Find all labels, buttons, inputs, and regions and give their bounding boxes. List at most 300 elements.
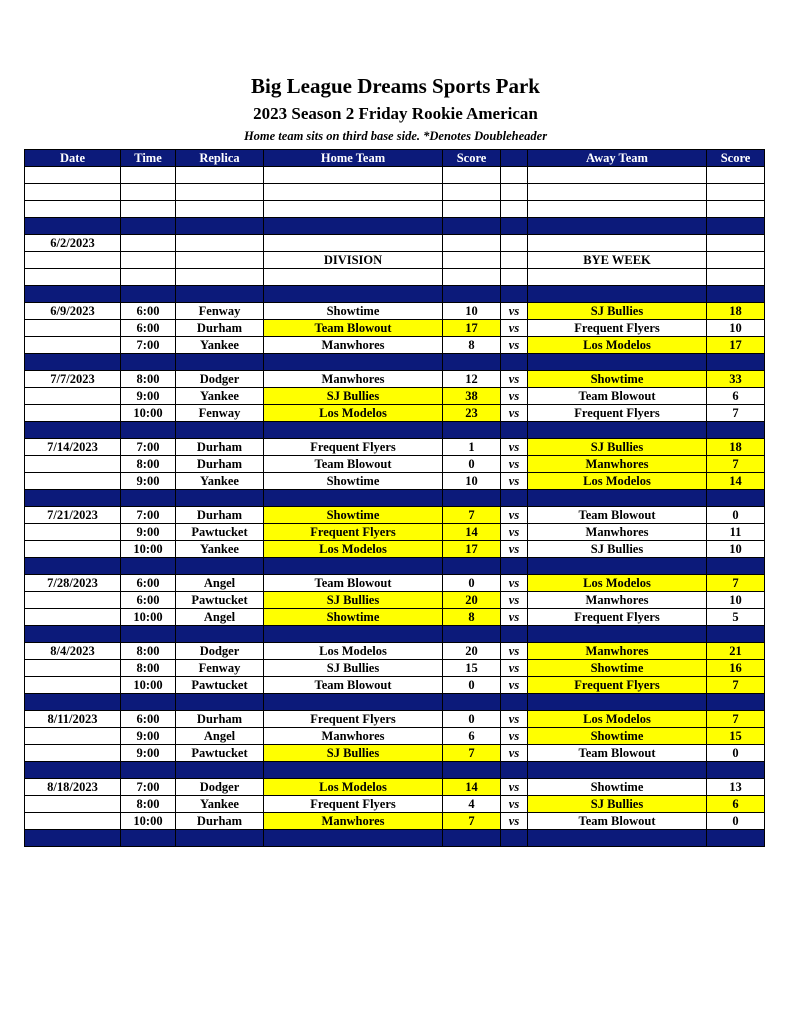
separator-row [25,626,765,643]
cell-home-score: 14 [443,779,501,796]
column-header-away-team: Away Team [528,150,707,167]
cell-away-team: Frequent Flyers [528,405,707,422]
cell-away-score: 15 [707,728,765,745]
cell-date [25,745,121,762]
cell-home-team: SJ Bullies [264,745,443,762]
cell-time [121,830,176,847]
cell-replica [176,286,264,303]
cell-away-team [528,626,707,643]
separator-row [25,830,765,847]
cell-home-score [443,184,501,201]
cell-vs [501,422,528,439]
cell-home-team: Team Blowout [264,575,443,592]
cell-vs: vs [501,541,528,558]
cell-time: 6:00 [121,575,176,592]
cell-away-score [707,694,765,711]
cell-date [25,473,121,490]
cell-home-score [443,830,501,847]
cell-replica: Durham [176,439,264,456]
cell-vs [501,558,528,575]
cell-time [121,167,176,184]
cell-date [25,728,121,745]
game-row [25,303,765,320]
cell-home-score: 17 [443,320,501,337]
cell-away-score [707,184,765,201]
cell-vs: vs [501,439,528,456]
cell-home-score: 17 [443,541,501,558]
cell-replica [176,830,264,847]
info-row [25,252,765,269]
cell-time [121,354,176,371]
cell-away-score: 10 [707,320,765,337]
cell-time: 7:00 [121,337,176,354]
cell-away-score: 6 [707,796,765,813]
cell-replica [176,269,264,286]
cell-away-team [528,167,707,184]
cell-away-team: Showtime [528,728,707,745]
game-row [25,643,765,660]
game-row [25,745,765,762]
cell-away-score [707,490,765,507]
page-note: Home team sits on third base side. *Denotes Doubleheader [243,129,548,143]
cell-away-score: 7 [707,456,765,473]
cell-away-team: Los Modelos [528,473,707,490]
blank-row [25,269,765,286]
cell-away-score: 16 [707,660,765,677]
cell-replica: Angel [176,609,264,626]
cell-vs: vs [501,728,528,745]
cell-home-team [264,762,443,779]
game-row [25,779,765,796]
cell-time: 9:00 [121,524,176,541]
cell-date [25,626,121,643]
cell-vs: vs [501,677,528,694]
cell-home-score [443,286,501,303]
cell-away-score [707,286,765,303]
cell-date [25,524,121,541]
cell-vs: vs [501,303,528,320]
cell-home-score: 20 [443,592,501,609]
cell-home-score: 8 [443,609,501,626]
cell-date [25,694,121,711]
cell-time [121,184,176,201]
cell-away-team: Manwhores [528,524,707,541]
cell-time: 9:00 [121,728,176,745]
cell-date: 7/28/2023 [25,575,121,592]
cell-date [25,796,121,813]
page-subtitle: 2023 Season 2 Friday Rookie American [253,104,538,123]
cell-replica: Pawtucket [176,677,264,694]
cell-time [121,490,176,507]
cell-vs: vs [501,660,528,677]
cell-away-team [528,490,707,507]
cell-away-score: 7 [707,575,765,592]
cell-away-score: 13 [707,779,765,796]
cell-home-team: SJ Bullies [264,388,443,405]
cell-replica: Angel [176,728,264,745]
cell-away-score [707,201,765,218]
game-row [25,728,765,745]
cell-replica: Dodger [176,779,264,796]
cell-vs: vs [501,524,528,541]
cell-home-team [264,490,443,507]
cell-replica: Durham [176,320,264,337]
cell-home-score: 0 [443,575,501,592]
cell-vs [501,830,528,847]
cell-vs: vs [501,320,528,337]
cell-home-team: Manwhores [264,371,443,388]
cell-time: 10:00 [121,541,176,558]
cell-vs [501,762,528,779]
game-row [25,337,765,354]
cell-vs: vs [501,711,528,728]
cell-home-score: 1 [443,439,501,456]
cell-replica [176,762,264,779]
game-row [25,456,765,473]
cell-replica [176,167,264,184]
game-row [25,439,765,456]
cell-replica: Durham [176,456,264,473]
cell-home-score [443,201,501,218]
cell-replica: Pawtucket [176,745,264,762]
cell-date [25,490,121,507]
cell-replica: Durham [176,813,264,830]
cell-replica: Dodger [176,643,264,660]
cell-away-score [707,422,765,439]
cell-away-team: Los Modelos [528,575,707,592]
cell-date [25,167,121,184]
cell-replica [176,558,264,575]
cell-away-team [528,694,707,711]
cell-away-team: Showtime [528,660,707,677]
cell-time: 8:00 [121,456,176,473]
cell-date [25,660,121,677]
cell-replica: Yankee [176,388,264,405]
cell-home-score: 14 [443,524,501,541]
cell-home-score [443,354,501,371]
cell-home-team [264,286,443,303]
cell-vs: vs [501,745,528,762]
cell-vs [501,354,528,371]
cell-home-team: DIVISION [264,252,443,269]
cell-home-score: 4 [443,796,501,813]
cell-home-score: 12 [443,371,501,388]
cell-vs [501,252,528,269]
cell-time: 10:00 [121,677,176,694]
game-row [25,575,765,592]
cell-home-team [264,626,443,643]
cell-date [25,320,121,337]
cell-away-score: 14 [707,473,765,490]
cell-home-team: Los Modelos [264,541,443,558]
blank-row [25,184,765,201]
cell-date [25,592,121,609]
cell-replica [176,252,264,269]
cell-home-team: Los Modelos [264,405,443,422]
cell-home-team [264,269,443,286]
cell-date: 7/7/2023 [25,371,121,388]
cell-date [25,541,121,558]
cell-replica [176,490,264,507]
cell-away-team: Showtime [528,779,707,796]
game-row [25,524,765,541]
cell-home-team: Frequent Flyers [264,439,443,456]
cell-away-score [707,830,765,847]
schedule-table [24,149,765,847]
cell-home-team: Los Modelos [264,643,443,660]
cell-home-score [443,252,501,269]
blank-row [25,167,765,184]
cell-home-score: 15 [443,660,501,677]
cell-home-team [264,694,443,711]
cell-away-team [528,762,707,779]
separator-row [25,694,765,711]
separator-row [25,422,765,439]
game-row [25,507,765,524]
cell-date [25,218,121,235]
cell-time: 8:00 [121,643,176,660]
cell-time [121,694,176,711]
column-header-replica: Replica [176,150,264,167]
cell-time: 6:00 [121,711,176,728]
cell-date [25,456,121,473]
cell-home-team: Showtime [264,507,443,524]
cell-away-score [707,269,765,286]
cell-home-team [264,354,443,371]
cell-away-score [707,626,765,643]
cell-date [25,609,121,626]
cell-away-score [707,218,765,235]
cell-vs [501,167,528,184]
cell-home-team: Frequent Flyers [264,711,443,728]
cell-date [25,762,121,779]
cell-home-score: 0 [443,456,501,473]
cell-home-team: Los Modelos [264,779,443,796]
cell-time: 8:00 [121,660,176,677]
cell-home-score [443,762,501,779]
cell-away-score [707,354,765,371]
cell-time: 6:00 [121,320,176,337]
cell-vs: vs [501,643,528,660]
cell-home-team: Showtime [264,303,443,320]
cell-away-team: Frequent Flyers [528,320,707,337]
cell-away-team: Manwhores [528,456,707,473]
separator-row [25,286,765,303]
cell-home-score [443,694,501,711]
cell-home-team [264,558,443,575]
cell-vs: vs [501,473,528,490]
cell-date [25,405,121,422]
game-row [25,592,765,609]
cell-away-team [528,184,707,201]
cell-replica: Fenway [176,660,264,677]
cell-home-score [443,218,501,235]
cell-date [25,388,121,405]
cell-vs [501,286,528,303]
info-row [25,235,765,252]
cell-away-team: SJ Bullies [528,541,707,558]
cell-vs: vs [501,405,528,422]
cell-away-team [528,235,707,252]
separator-row [25,218,765,235]
cell-vs [501,626,528,643]
cell-time [121,626,176,643]
cell-replica: Yankee [176,337,264,354]
cell-away-score: 0 [707,507,765,524]
cell-home-score: 8 [443,337,501,354]
cell-replica [176,184,264,201]
column-header-time: Time [121,150,176,167]
cell-away-team [528,354,707,371]
column-header-home-score: Score [443,150,501,167]
game-row [25,320,765,337]
cell-time: 10:00 [121,813,176,830]
cell-vs: vs [501,592,528,609]
blank-row [25,201,765,218]
cell-home-score: 0 [443,677,501,694]
cell-home-score [443,167,501,184]
cell-away-team [528,218,707,235]
cell-date [25,184,121,201]
cell-replica [176,354,264,371]
cell-vs: vs [501,456,528,473]
cell-replica: Durham [176,711,264,728]
cell-replica: Durham [176,507,264,524]
cell-date: 6/2/2023 [25,235,121,252]
cell-away-score: 10 [707,541,765,558]
cell-home-team: Team Blowout [264,320,443,337]
cell-home-score: 23 [443,405,501,422]
cell-home-team: SJ Bullies [264,660,443,677]
cell-date: 7/14/2023 [25,439,121,456]
cell-away-team: Frequent Flyers [528,677,707,694]
column-header-home-team: Home Team [264,150,443,167]
cell-away-score: 7 [707,405,765,422]
cell-home-score: 38 [443,388,501,405]
game-row [25,660,765,677]
cell-home-team [264,218,443,235]
cell-home-score: 10 [443,473,501,490]
cell-home-team: Showtime [264,609,443,626]
cell-away-score: 21 [707,643,765,660]
cell-home-team [264,167,443,184]
cell-home-team: Team Blowout [264,456,443,473]
cell-date [25,269,121,286]
cell-away-team: Los Modelos [528,337,707,354]
cell-time [121,201,176,218]
cell-home-team: Manwhores [264,337,443,354]
game-row [25,541,765,558]
cell-vs [501,201,528,218]
separator-row [25,558,765,575]
cell-away-team: Team Blowout [528,745,707,762]
cell-vs [501,218,528,235]
cell-home-score [443,558,501,575]
cell-vs: vs [501,575,528,592]
cell-home-score: 6 [443,728,501,745]
cell-home-score [443,235,501,252]
cell-date [25,286,121,303]
cell-home-team: Team Blowout [264,677,443,694]
cell-time: 7:00 [121,507,176,524]
cell-home-score: 0 [443,711,501,728]
cell-time: 7:00 [121,779,176,796]
cell-vs [501,490,528,507]
cell-time [121,286,176,303]
separator-row [25,490,765,507]
cell-vs [501,235,528,252]
cell-away-score [707,252,765,269]
game-row [25,609,765,626]
cell-away-team [528,286,707,303]
cell-time: 10:00 [121,609,176,626]
cell-date: 8/18/2023 [25,779,121,796]
cell-away-team: SJ Bullies [528,439,707,456]
cell-time: 9:00 [121,388,176,405]
cell-away-team: Frequent Flyers [528,609,707,626]
cell-time: 7:00 [121,439,176,456]
cell-time: 10:00 [121,405,176,422]
cell-home-team: Frequent Flyers [264,524,443,541]
cell-away-score: 0 [707,745,765,762]
cell-away-team: Team Blowout [528,388,707,405]
cell-time: 9:00 [121,745,176,762]
cell-away-score: 11 [707,524,765,541]
cell-vs: vs [501,813,528,830]
cell-away-team [528,422,707,439]
cell-time [121,235,176,252]
cell-away-score [707,235,765,252]
cell-home-score: 7 [443,745,501,762]
cell-home-team [264,422,443,439]
cell-vs: vs [501,388,528,405]
cell-vs: vs [501,371,528,388]
cell-away-score: 6 [707,388,765,405]
cell-vs: vs [501,609,528,626]
cell-away-score: 33 [707,371,765,388]
cell-away-score [707,762,765,779]
cell-date [25,337,121,354]
cell-vs [501,269,528,286]
cell-time: 6:00 [121,592,176,609]
cell-home-team: SJ Bullies [264,592,443,609]
cell-away-team [528,558,707,575]
cell-date: 7/21/2023 [25,507,121,524]
cell-replica [176,422,264,439]
cell-replica: Angel [176,575,264,592]
cell-replica: Yankee [176,796,264,813]
cell-vs [501,694,528,711]
cell-home-team: Frequent Flyers [264,796,443,813]
cell-away-team [528,269,707,286]
column-header-away-score: Score [707,150,765,167]
cell-vs: vs [501,796,528,813]
cell-date: 8/4/2023 [25,643,121,660]
game-row [25,711,765,728]
cell-home-score [443,490,501,507]
column-header-date: Date [25,150,121,167]
cell-away-team: Team Blowout [528,813,707,830]
game-row [25,473,765,490]
game-row [25,388,765,405]
game-row [25,796,765,813]
cell-replica: Yankee [176,473,264,490]
cell-replica: Pawtucket [176,524,264,541]
cell-date [25,201,121,218]
cell-replica [176,235,264,252]
cell-away-score: 7 [707,711,765,728]
cell-away-team: Team Blowout [528,507,707,524]
